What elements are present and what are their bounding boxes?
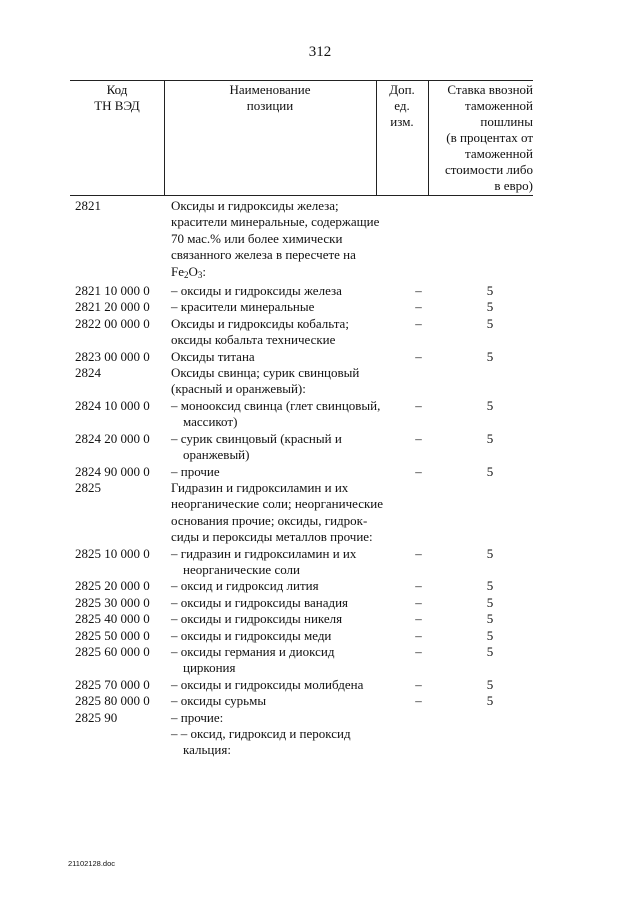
position-name-line: – сурик свинцовый (красный и [171,430,342,446]
additional-unit: – [415,348,422,364]
table-row [70,299,540,315]
duty-rate: 5 [486,315,494,331]
table-row [70,710,540,726]
table-row [70,431,540,464]
position-name [171,480,396,546]
header-rate-line: стоимости либо [444,162,533,177]
commodity-code: 2825 80 000 0 [75,693,150,709]
additional-unit [396,480,441,546]
formula-part: O [188,263,198,279]
position-name [171,710,396,726]
additional-unit: – [415,397,422,413]
table-top-rule [70,80,533,81]
duty-rate: 5 [486,463,494,479]
position-name-line: оранжевый) [183,447,250,463]
additional-unit: – [415,283,422,299]
position-name [171,198,396,283]
position-name-line: оксиды кобальта технические [171,332,336,348]
additional-unit: – [415,430,422,446]
commodity-code [70,726,171,759]
position-name-line: – оксиды и гидроксиды меди [171,627,332,643]
position-name-line: – красители минеральные [171,299,315,315]
position-name [171,611,396,627]
duty-rate: 5 [486,430,494,446]
position-name-line: связанного железа в пересчете на [171,247,356,263]
position-name-line: – – оксид, гидроксид и пероксид [171,726,351,741]
duty-rate: 5 [486,693,494,709]
header-unit-line: Доп. [389,82,415,97]
position-name-line: массикот) [183,414,238,430]
position-name [171,431,396,464]
additional-unit: – [415,676,422,692]
position-name-line: Оксиды и гидроксиды кобальта; [171,315,349,331]
position-name-line: – оксиды германия и диоксид [171,643,335,659]
header-divider-3 [428,80,429,196]
commodity-code: 2821 10 000 0 [75,283,150,299]
commodity-code: 2825 10 000 0 [75,545,150,561]
position-name-line: – прочие: [171,709,224,725]
position-name-line: неорганические соли; неорганические [171,496,384,512]
table-row [70,398,540,431]
header-rate-line: в евро) [494,178,533,193]
duty-rate: 5 [486,545,494,561]
additional-unit: – [415,594,422,610]
additional-unit: – [415,578,422,594]
commodity-code: 2825 20 000 0 [75,578,150,594]
table-row [70,464,540,480]
position-name-line: – оксиды сурьмы [171,693,267,709]
additional-unit: – [415,643,422,659]
position-name [171,398,396,431]
header-rate [430,82,533,194]
position-name-line: Оксиды титана [171,348,255,364]
duty-rate: 5 [486,397,494,413]
header-name-line: позиции [246,98,294,113]
position-name [171,283,396,299]
header-unit [376,82,428,130]
position-name [171,365,396,398]
table-row [70,693,540,709]
header-rate-line: таможенной [465,146,533,161]
position-name [171,726,396,759]
header-code-line: Код [106,82,128,97]
table-row [70,578,540,594]
commodity-code: 2821 [75,198,101,213]
header-name [164,82,376,114]
position-name-line: (красный и оранжевый): [171,381,306,397]
duty-rate [441,198,539,283]
position-name [171,316,396,349]
table-row [70,644,540,677]
formula-part: : [202,263,207,279]
duty-rate: 5 [486,643,494,659]
additional-unit: – [415,315,422,331]
commodity-code: 2825 60 000 0 [75,643,150,659]
formula-part: Fe [171,263,184,279]
commodity-code: 2825 50 000 0 [75,627,150,643]
header-bottom-rule [70,195,533,196]
table-row [70,611,540,627]
position-name [171,628,396,644]
duty-rate: 5 [486,627,494,643]
position-name [171,644,396,677]
commodity-code: 2821 20 000 0 [75,299,150,315]
document-filename: 21102128.doc [68,859,115,868]
position-name-line: – оксиды и гидроксиды ванадия [171,594,349,610]
header-rate-line: таможенной [465,98,533,113]
position-name [171,464,396,480]
page-number: 312 [308,44,332,60]
additional-unit: – [415,463,422,479]
position-name [171,578,396,594]
header-unit-line: ед. [394,98,410,113]
additional-unit: – [415,299,422,315]
commodity-code: 2825 40 000 0 [75,611,150,627]
position-name [171,349,396,365]
position-name-line: 70 мас.% или более химически [171,230,343,246]
duty-rate [441,710,539,726]
table-row [70,628,540,644]
header-rate-line: Ставка ввозной [447,82,533,97]
position-name-line: – оксиды и гидроксиды железа [171,283,342,299]
table-row [70,546,540,579]
position-name-line: – монооксид свинца (глет свинцовый, [171,397,381,413]
position-name [171,693,396,709]
position-name-line: красители минеральные, содержащие [171,214,380,230]
duty-rate: 5 [486,348,494,364]
position-name-line: сиды и пероксиды металлов прочие: [171,529,373,545]
duty-rate: 5 [486,676,494,692]
table-row [70,198,540,283]
duty-rate [441,726,539,759]
commodity-code: 2824 90 000 0 [75,463,150,479]
additional-unit [396,710,441,726]
position-name-line: – оксиды и гидроксиды молибдена [171,676,364,692]
table-row [70,480,540,546]
commodity-code: 2825 30 000 0 [75,594,150,610]
additional-unit: – [415,627,422,643]
additional-unit [396,726,441,759]
table-row [70,595,540,611]
header-rate-line: пошлины [480,114,533,129]
duty-rate [441,365,539,398]
commodity-code: 2825 70 000 0 [75,676,150,692]
header-code [70,82,164,114]
position-name-line: циркония [183,660,236,676]
header-rate-line: (в процентах от [446,130,533,145]
chemical-formula [171,264,396,283]
commodity-code: 2822 00 000 0 [75,315,150,331]
position-name-line: Оксиды и гидроксиды железа; [171,198,339,213]
position-name-line: неорганические соли [183,561,300,577]
formula-part: 3 [197,269,203,280]
additional-unit: – [415,545,422,561]
position-name-line: – гидразин и гидроксиламин и их [171,545,357,561]
additional-unit [396,198,441,283]
additional-unit [396,365,441,398]
table-row [70,283,540,299]
commodity-code: 2824 10 000 0 [75,397,150,413]
commodity-code: 2825 90 [75,709,118,725]
position-name [171,546,396,579]
duty-rate: 5 [486,283,494,299]
position-name-line: – прочие [171,463,220,479]
table-row [70,349,540,365]
duty-rate: 5 [486,578,494,594]
position-name-line: – оксиды и гидроксиды никеля [171,611,343,627]
table-row [70,677,540,693]
position-name-line: кальция: [183,742,231,758]
position-name-line: – оксид и гидроксид лития [171,578,319,594]
commodity-code: 2825 [75,479,101,495]
position-name [171,299,396,315]
commodity-code: 2823 00 000 0 [75,348,150,364]
duty-rate [441,480,539,546]
header-unit-line: изм. [390,114,414,129]
duty-rate: 5 [486,594,494,610]
formula-part: 2 [184,269,189,280]
additional-unit: – [415,693,422,709]
table-row [70,316,540,349]
commodity-code: 2824 [75,365,101,381]
additional-unit: – [415,611,422,627]
table-row [70,726,540,759]
header-code-line: ТН ВЭД [94,98,140,113]
position-name-line: Оксиды свинца; сурик свинцовый [171,365,360,381]
position-name [171,677,396,693]
tariff-table-body [70,198,540,759]
position-name [171,595,396,611]
duty-rate: 5 [486,299,494,315]
position-name-line: основания прочие; оксиды, гидрок- [171,512,368,528]
position-name-line: Гидразин и гидроксиламин и их [171,479,349,495]
duty-rate: 5 [486,611,494,627]
header-name-line: Наименование [229,82,311,97]
table-row [70,365,540,398]
commodity-code: 2824 20 000 0 [75,430,150,446]
